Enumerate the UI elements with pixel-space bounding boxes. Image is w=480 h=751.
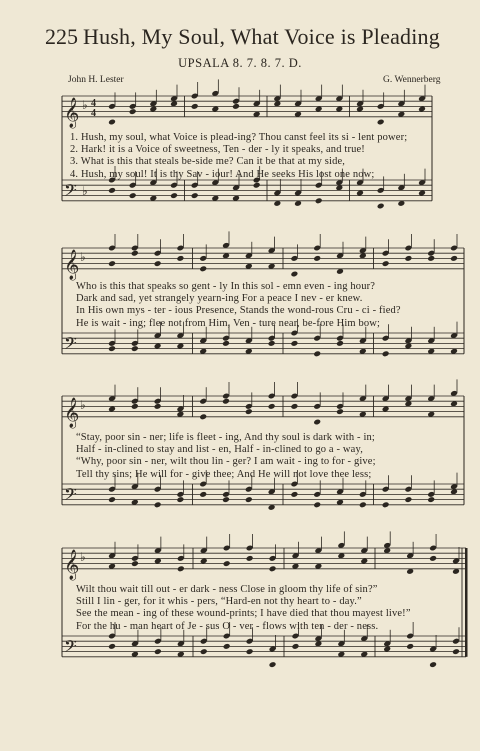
bass-note (246, 648, 254, 655)
lyric-line: 2. Hark! it is a Voice of sweetness, Ten - der - ly it speaks, and true! (70, 144, 365, 156)
lyric-line: Still I lin - ger, for it whis - pers, “Hard-en not thy heart to - day.” (76, 596, 362, 608)
alto-note (199, 265, 207, 272)
bass-note (129, 192, 137, 199)
bass-note (292, 643, 300, 650)
hymn-number: 225 (45, 24, 78, 49)
final-barline-thick (465, 548, 468, 657)
bass-note (290, 340, 298, 347)
flat-key-signature-icon: ♭ (80, 250, 86, 264)
lyric-line: Wilt thou wait till out - er dark - ness Close in gloom thy life of sin?” (76, 584, 378, 595)
bass-clef-icon: 𝄢 (64, 483, 77, 508)
lyric-line: Tell thy sins; He will for - give thee; And He will not love thee less; (76, 468, 372, 480)
lyric-line: For the hu - man heart of Je - sus O - ver - flows with ten - der - ness. (76, 620, 379, 632)
alto-note (377, 119, 385, 126)
alto-note (427, 255, 435, 262)
alto-note (290, 271, 298, 278)
alto-note (290, 403, 298, 410)
alto-note (232, 103, 240, 110)
lyric-line: “Why, poor sin - ner, wilt thou lin - ger? I am wait - ing to for - give; (76, 456, 376, 468)
alto-note (108, 119, 116, 126)
flat-key-signature-icon: ♭ (80, 398, 86, 412)
alto-note (131, 560, 139, 567)
bass-note (199, 491, 207, 498)
alto-note (108, 260, 116, 267)
flat-key-signature-icon: ♭ (80, 550, 86, 564)
alto-note (222, 398, 230, 405)
alto-note (313, 255, 321, 262)
lyric-line: 4. Hush, my soul! It is thy Sav - iour! And He seeks His lost one now; (70, 168, 375, 180)
bass-note (359, 501, 367, 508)
alto-note (313, 419, 321, 426)
alto-note (429, 555, 437, 562)
bass-note (154, 501, 162, 508)
alto-note (154, 403, 162, 410)
bass-note (336, 340, 344, 347)
bass-note (452, 648, 460, 655)
flat-key-signature-icon: ♭ (82, 98, 88, 112)
treble-clef-icon: 𝄞 (64, 97, 80, 128)
bass-note (245, 496, 253, 503)
lyric-line: Dark and sad, yet strangely yearn-ing For a peace I nev - er knew. (76, 293, 363, 305)
bass-clef-icon: 𝄢 (64, 635, 77, 660)
tune-meter-line: UPSALA 8. 7. 8. 7. D. (178, 56, 302, 70)
bass-note (429, 661, 437, 668)
bass-note (108, 187, 116, 194)
bass-note (313, 501, 321, 508)
lyric-line: 1. Hush, my soul, what Voice is plead-ing? Thou canst feel its si - lent power; (70, 132, 408, 143)
alto-note (336, 408, 344, 415)
alto-note (450, 255, 458, 262)
bass-clef-icon: 𝄢 (64, 179, 77, 204)
bass-note (191, 192, 199, 199)
treble-clef-icon: 𝄞 (64, 249, 80, 280)
bass-note (427, 496, 435, 503)
alto-note (191, 103, 199, 110)
lyric-line: 3. What is this that steals be-side me? Can it be that at my side, (70, 156, 346, 168)
bass-note (154, 648, 162, 655)
alto-note (382, 260, 390, 267)
bass-note (108, 643, 116, 650)
alto-note (268, 403, 276, 410)
bass-note (404, 496, 412, 503)
bass-note (131, 345, 139, 352)
time-signature-denominator: 4 (91, 108, 96, 119)
bass-note (377, 203, 385, 210)
treble-clef-icon: 𝄞 (64, 549, 80, 580)
bass-note (223, 643, 231, 650)
bass-note (313, 350, 321, 357)
bass-note (176, 496, 184, 503)
bass-note (268, 340, 276, 347)
bass-note (200, 648, 208, 655)
alto-note (154, 260, 162, 267)
bass-note (269, 661, 277, 668)
hymn-title: Hush, My Soul, What Voice is Pleading (83, 24, 440, 49)
treble-clef-icon: 𝄞 (64, 397, 80, 428)
alto-note (245, 408, 253, 415)
bass-note (222, 496, 230, 503)
flat-key-signature-icon: ♭ (82, 184, 88, 198)
lyric-line: Half - in-clined to stay and list - en, Half - in-clined to go a - way, (76, 444, 363, 456)
alto-note (199, 413, 207, 420)
bass-note (108, 345, 116, 352)
lyric-line: “Stay, poor sin - ner; life is fleet - ing, And thy soul is dark with - in; (76, 432, 375, 443)
bass-note (253, 182, 261, 189)
alto-note (129, 108, 137, 115)
bass-note (222, 340, 230, 347)
bass-note (170, 192, 178, 199)
author-credit: John H. Lester (68, 75, 124, 85)
lyric-line: See the mean - ing of these wound-prints; I have died that thou mayest live!” (76, 608, 411, 620)
bass-note (108, 496, 116, 503)
bass-note (382, 350, 390, 357)
lyric-line: In His own mys - ter - ious Presence, Stands the wond-rous Cru - ci - fied? (76, 305, 401, 317)
bass-note (382, 501, 390, 508)
alto-note (177, 565, 185, 572)
alto-note (176, 255, 184, 262)
alto-note (404, 255, 412, 262)
lyric-line: He is wait - ing; flee not from Him, Ven - ture near, be-fore Him bow; (76, 317, 381, 329)
alto-note (223, 560, 231, 567)
alto-note (246, 555, 254, 562)
bass-note (315, 197, 323, 204)
alto-note (131, 250, 139, 257)
alto-note (269, 565, 277, 572)
bass-clef-icon: 𝄢 (64, 332, 77, 357)
time-signature-numerator: 4 (91, 98, 96, 109)
bass-note (406, 643, 414, 650)
lyric-line: Who is this that speaks so gent - ly In this sol - emn even - ing hour? (76, 281, 376, 292)
bass-note (290, 491, 298, 498)
composer-credit: G. Wennerberg (383, 75, 441, 85)
alto-note (131, 403, 139, 410)
